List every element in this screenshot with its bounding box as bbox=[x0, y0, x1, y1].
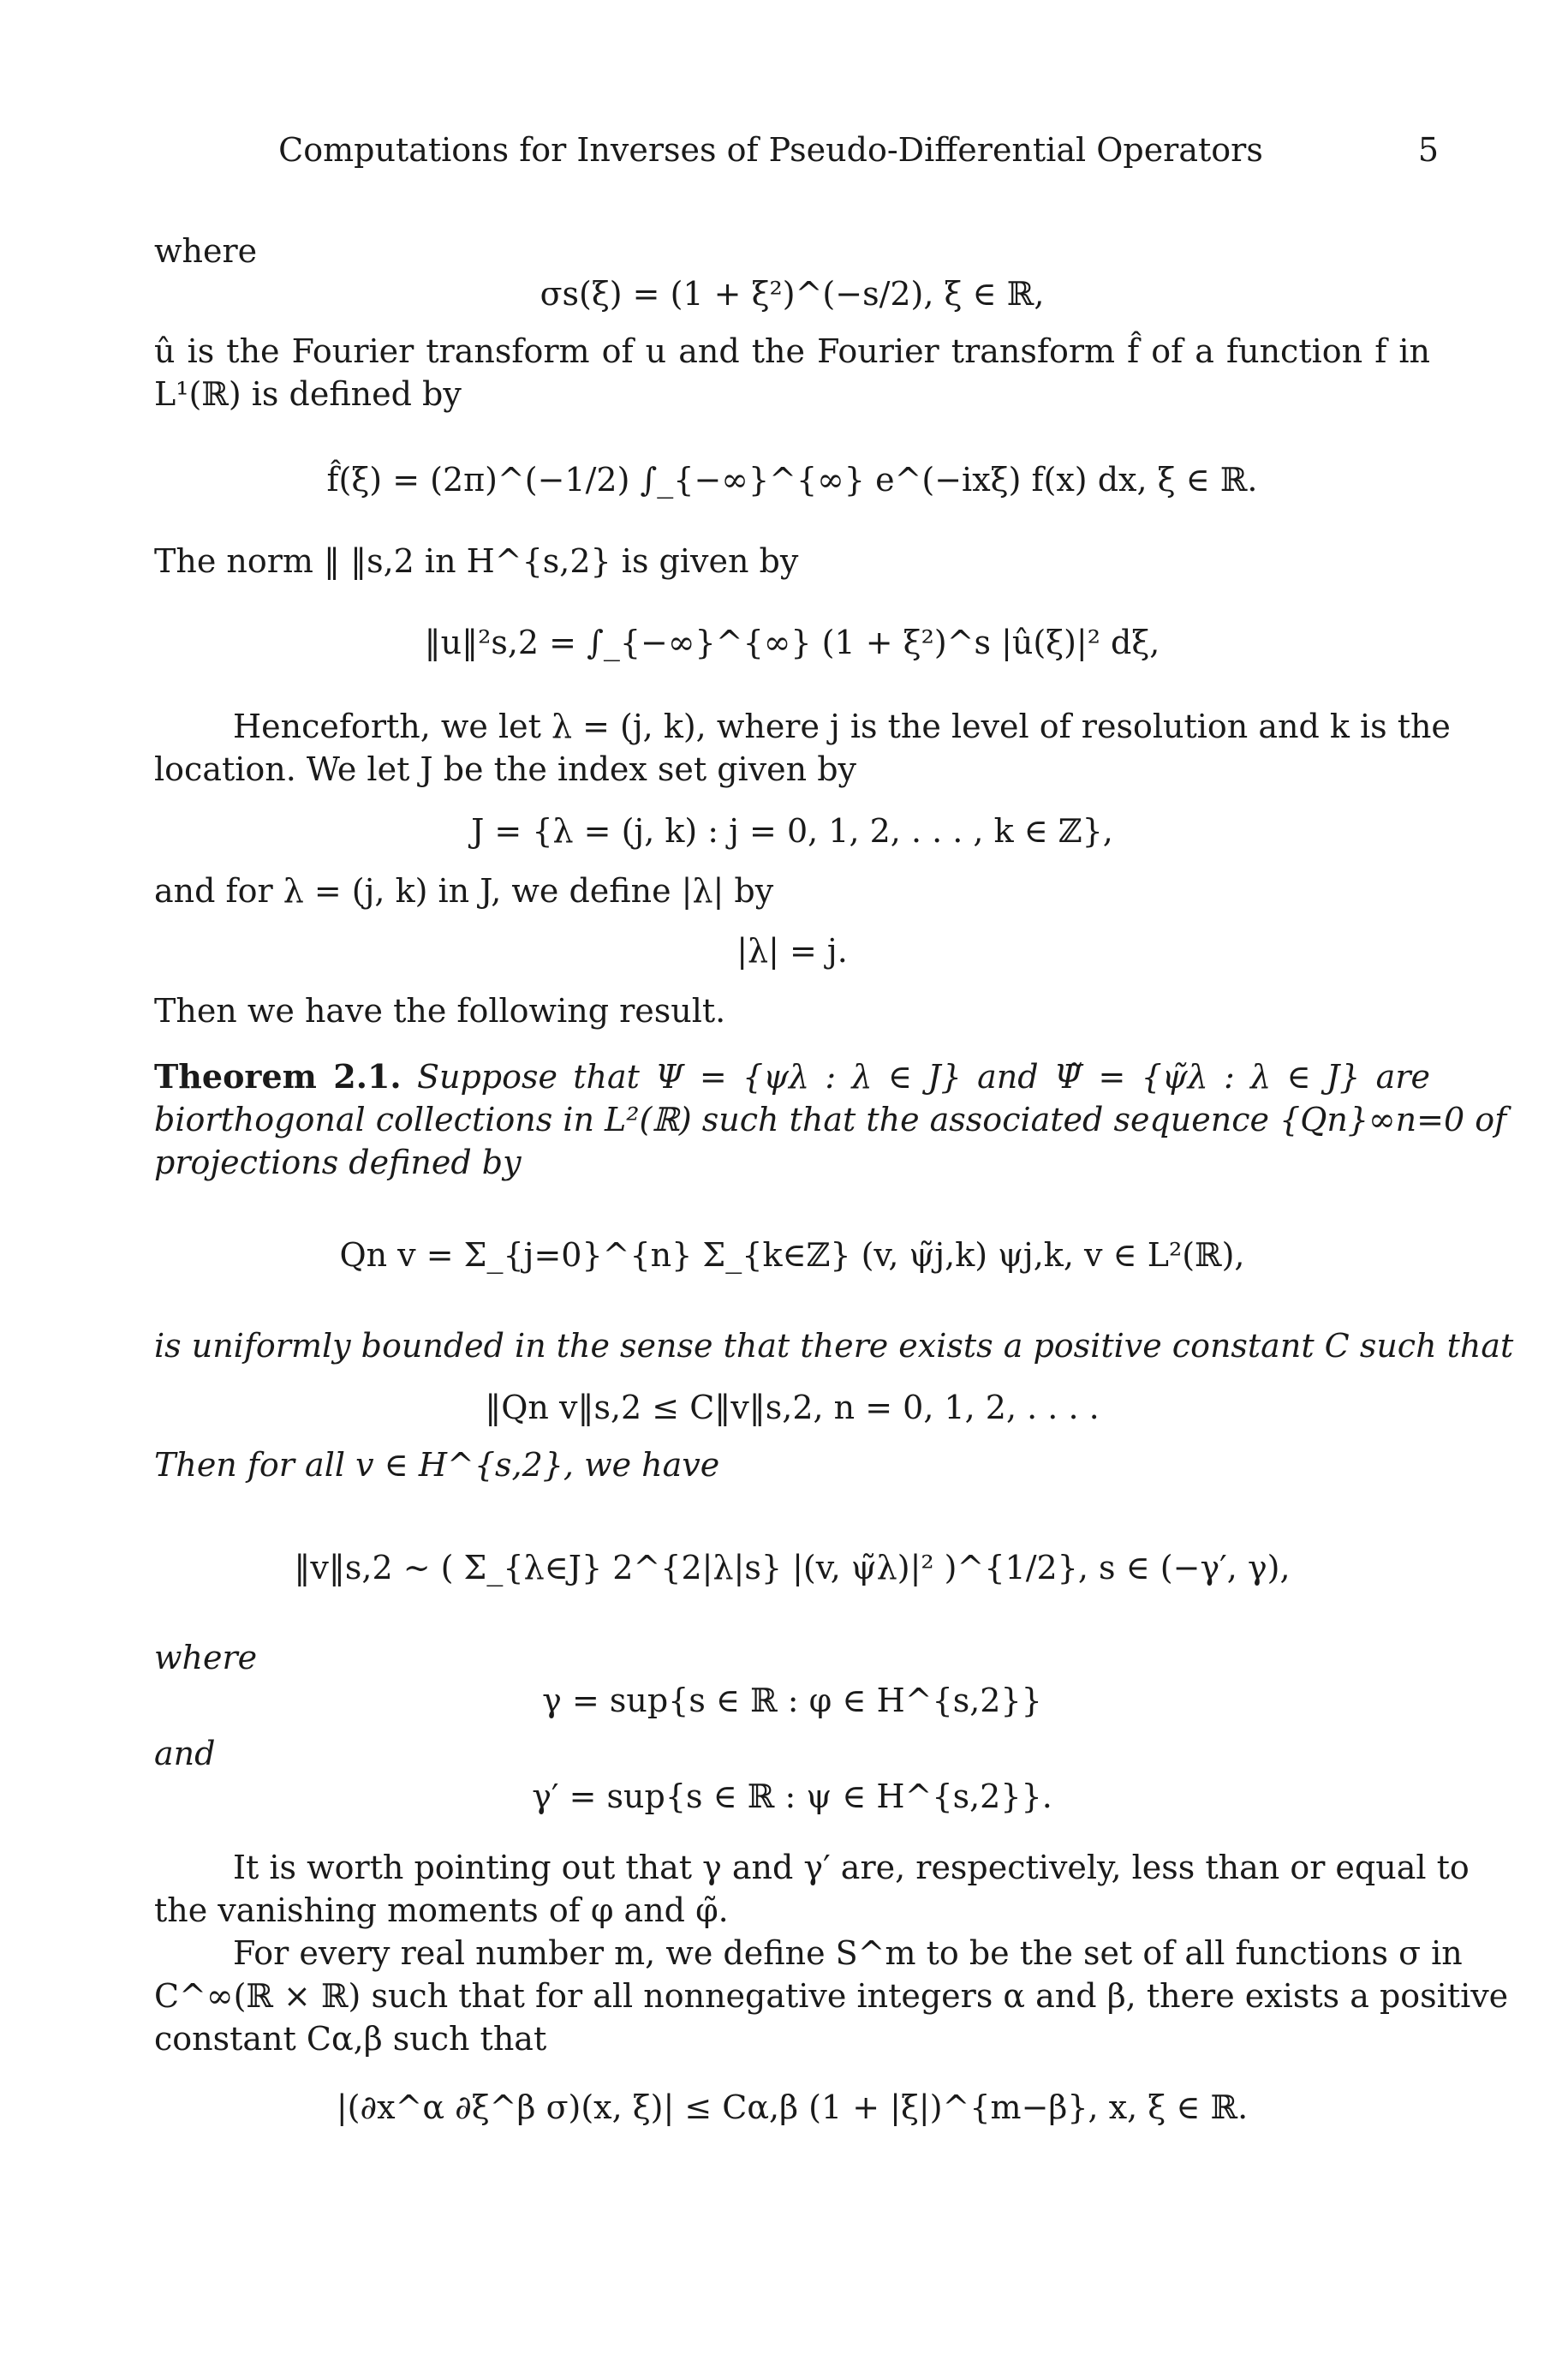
equation-gamma-prime: γ′ = sup{s ∈ ℝ : ψ ∈ H^{s,2}}. bbox=[532, 1778, 1052, 1815]
theorem-line: is uniformly bounded in the sense that there exists a positive constant C such that bbox=[154, 1327, 1514, 1365]
theorem-line: and bbox=[154, 1735, 216, 1772]
theorem-line: biorthogonal collections in L²(ℝ) such that the associated sequence {Qn}∞n=0 of bbox=[154, 1101, 1507, 1138]
equation-index-set: J = {λ = (j, k) : j = 0, 1, 2, . . . , k ∈ ℤ}, bbox=[471, 812, 1113, 850]
text-line: location. We let J be the index set given by bbox=[154, 750, 857, 788]
equation-gamma: γ = sup{s ∈ ℝ : φ ∈ H^{s,2}} bbox=[542, 1682, 1042, 1719]
theorem-line: Then for all v ∈ H^{s,2}, we have bbox=[154, 1446, 720, 1484]
theorem-text: Suppose that Ψ = {ψλ : λ ∈ J} and Ψ̃ = {ψ̃λ : λ ∈ J} are bbox=[416, 1058, 1430, 1096]
text-line: the vanishing moments of φ and φ̃. bbox=[154, 1891, 729, 1929]
equation-sigma: σs(ξ) = (1 + ξ²)^(−s/2), ξ ∈ ℝ, bbox=[540, 275, 1045, 313]
page-number: 5 bbox=[1417, 131, 1439, 169]
text-line: The norm ‖ ‖s,2 in H^{s,2} is given by bbox=[154, 542, 799, 580]
equation-level: |λ| = j. bbox=[736, 932, 848, 970]
text-line: constant Cα,β such that bbox=[154, 2020, 547, 2058]
equation-bound: ‖Qn v‖s,2 ≤ C‖v‖s,2, n = 0, 1, 2, . . . . bbox=[485, 1389, 1100, 1426]
equation-projection: Qn v = Σ_{j=0}^{n} Σ_{k∈ℤ} (v, ψ̃j,k) ψj,k, v ∈ L²(ℝ), bbox=[339, 1236, 1245, 1274]
equation-equivalence: ‖v‖s,2 ∼ ( Σ_{λ∈J} 2^{2|λ|s} |(v, ψ̃λ)|² )^{1/2}, s ∈ (−γ′, γ), bbox=[294, 1549, 1291, 1586]
running-header: Computations for Inverses of Pseudo-Differential Operators bbox=[278, 131, 1263, 169]
text-line: L¹(ℝ) is defined by bbox=[154, 375, 462, 413]
theorem-line: projections defined by bbox=[154, 1144, 522, 1181]
text-line: For every real number m, we define S^m to be the set of all functions σ in bbox=[233, 1934, 1463, 1972]
theorem-line bbox=[154, 1055, 1430, 1098]
theorem-label: Theorem 2.1. bbox=[154, 1057, 402, 1096]
text-line: Then we have the following result. bbox=[154, 992, 726, 1030]
equation-symbol-class: |(∂x^α ∂ξ^β σ)(x, ξ)| ≤ Cα,β (1 + |ξ|)^{m−β}, x, ξ ∈ ℝ. bbox=[336, 2088, 1249, 2126]
equation-fourier: f̂(ξ) = (2π)^(−1/2) ∫_{−∞}^{∞} e^(−ixξ) f(x) dx, ξ ∈ ℝ. bbox=[326, 461, 1258, 499]
text-line: C^∞(ℝ × ℝ) such that for all nonnegative integers α and β, there exists a positive bbox=[154, 1977, 1509, 2015]
text-line: and for λ = (j, k) in J, we define |λ| by bbox=[154, 872, 774, 910]
text-line: Henceforth, we let λ = (j, k), where j is the level of resolution and k is the bbox=[233, 708, 1451, 745]
text-line: It is worth pointing out that γ and γ′ are, respectively, less than or equal to bbox=[233, 1849, 1470, 1886]
text-line: where bbox=[154, 232, 258, 270]
theorem-line: where bbox=[154, 1639, 258, 1676]
equation-norm: ‖u‖²s,2 = ∫_{−∞}^{∞} (1 + ξ²)^s |û(ξ)|² dξ, bbox=[424, 624, 1160, 661]
text-line: û is the Fourier transform of u and the Fourier transform f̂ of a function f in bbox=[154, 332, 1430, 370]
